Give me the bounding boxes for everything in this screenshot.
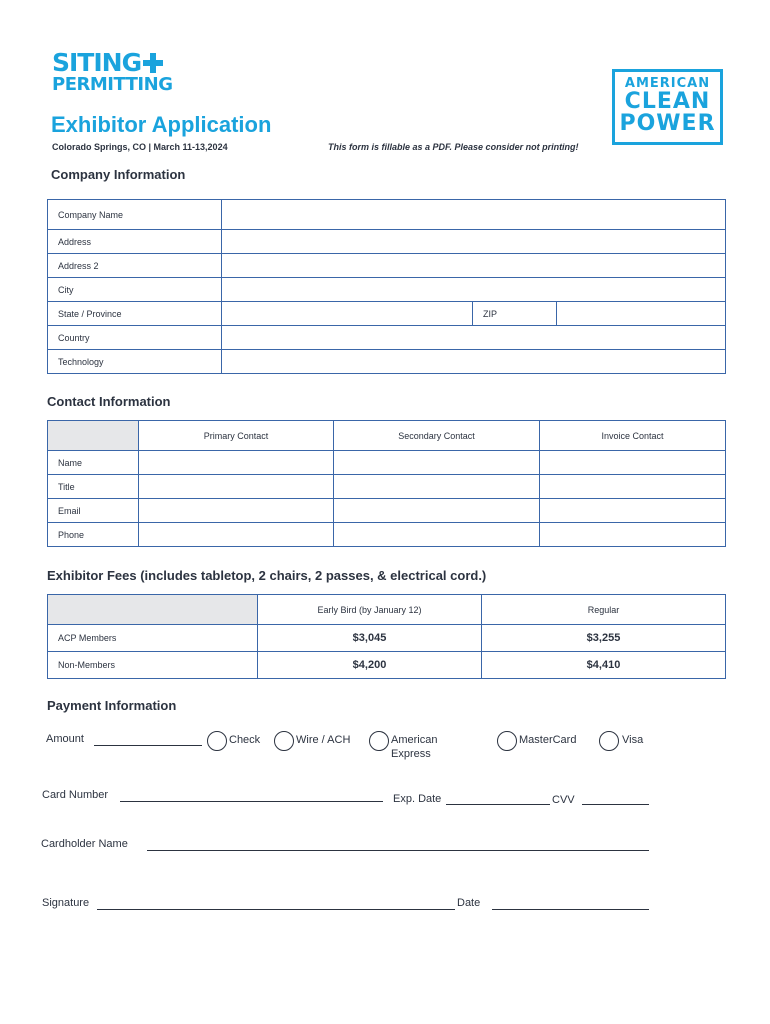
wire-radio[interactable] <box>274 731 294 751</box>
technology-field[interactable] <box>222 350 726 374</box>
non-member-early-price: $4,200 <box>258 652 482 679</box>
secondary-phone-field[interactable] <box>334 523 540 547</box>
logo-clean-text: CLEAN <box>624 89 711 114</box>
cardholder-label: Cardholder Name <box>41 838 128 850</box>
company-name-label: Company Name <box>48 200 222 230</box>
company-table <box>47 199 726 374</box>
acp-members-label: ACP Members <box>48 625 258 652</box>
acp-regular-price: $3,255 <box>482 625 726 652</box>
company-section-heading: Company Information <box>51 167 186 182</box>
invoice-contact-header: Invoice Contact <box>540 421 726 451</box>
early-bird-header: Early Bird (by January 12) <box>258 595 482 625</box>
fees-corner-cell <box>48 595 258 625</box>
state-label: State / Province <box>48 302 222 326</box>
invoice-phone-field[interactable] <box>540 523 726 547</box>
signature-field[interactable] <box>97 909 455 910</box>
contact-email-label: Email <box>48 499 139 523</box>
amount-field[interactable] <box>94 745 202 746</box>
visa-label: Visa <box>622 734 644 746</box>
non-members-label: Non-Members <box>48 652 258 679</box>
primary-title-field[interactable] <box>139 475 334 499</box>
date-label: Date <box>457 897 481 909</box>
fillable-note: This form is fillable as a PDF. Please consider not printing! <box>328 142 579 152</box>
signature-label: Signature <box>42 897 90 909</box>
payment-section-heading: Payment Information <box>47 698 177 713</box>
invoice-title-field[interactable] <box>540 475 726 499</box>
plus-icon <box>143 53 163 73</box>
visa-radio[interactable] <box>599 731 619 751</box>
secondary-name-field[interactable] <box>334 451 540 475</box>
technology-label: Technology <box>48 350 222 374</box>
contact-phone-label: Phone <box>48 523 139 547</box>
mastercard-radio[interactable] <box>497 731 517 751</box>
wire-label: Wire / ACH <box>296 734 351 746</box>
contact-section-heading: Contact Information <box>47 394 171 409</box>
exp-date-field[interactable] <box>446 804 550 805</box>
invoice-email-field[interactable] <box>540 499 726 523</box>
contact-table <box>47 420 726 547</box>
zip-label: ZIP <box>473 302 557 326</box>
logo-permitting-text: PERMITTING <box>52 74 173 95</box>
state-field[interactable] <box>222 302 473 326</box>
address2-label: Address 2 <box>48 254 222 278</box>
amex-radio[interactable] <box>369 731 389 751</box>
page-title: Exhibitor Application <box>51 112 272 137</box>
address2-field[interactable] <box>222 254 726 278</box>
acp-early-price: $3,045 <box>258 625 482 652</box>
invoice-name-field[interactable] <box>540 451 726 475</box>
primary-name-field[interactable] <box>139 451 334 475</box>
contact-name-label: Name <box>48 451 139 475</box>
card-number-label: Card Number <box>42 789 109 801</box>
check-label: Check <box>229 734 261 746</box>
amex-label-line1: American <box>391 734 438 746</box>
primary-contact-header: Primary Contact <box>139 421 334 451</box>
cvv-label: CVV <box>552 794 575 806</box>
exp-date-label: Exp. Date <box>393 793 442 805</box>
secondary-title-field[interactable] <box>334 475 540 499</box>
company-name-field[interactable] <box>222 200 726 230</box>
check-radio[interactable] <box>207 731 227 751</box>
non-member-regular-price: $4,410 <box>482 652 726 679</box>
card-number-field[interactable] <box>120 801 383 802</box>
siting-permitting-logo <box>52 50 192 95</box>
date-field[interactable] <box>492 909 649 910</box>
logo-siting-text: SITING <box>52 48 142 77</box>
amount-label: Amount <box>46 733 84 745</box>
mastercard-label: MasterCard <box>519 734 577 746</box>
city-field[interactable] <box>222 278 726 302</box>
contact-title-label: Title <box>48 475 139 499</box>
logo-power-text: POWER <box>619 111 716 136</box>
zip-field[interactable] <box>557 302 726 326</box>
primary-phone-field[interactable] <box>139 523 334 547</box>
fees-table <box>47 594 726 679</box>
primary-email-field[interactable] <box>139 499 334 523</box>
event-subtitle: Colorado Springs, CO | March 11-13,2024 <box>52 142 228 152</box>
regular-header: Regular <box>482 595 726 625</box>
city-label: City <box>48 278 222 302</box>
secondary-contact-header: Secondary Contact <box>334 421 540 451</box>
logo-american-text: AMERICAN <box>624 76 711 91</box>
american-clean-power-logo <box>612 69 723 145</box>
cvv-field[interactable] <box>582 804 649 805</box>
secondary-email-field[interactable] <box>334 499 540 523</box>
fees-section-heading: Exhibitor Fees (includes tabletop, 2 chairs, 2 passes, & electrical cord.) <box>47 568 487 583</box>
contact-corner-cell <box>48 421 139 451</box>
amex-label-line2: Express <box>391 748 431 760</box>
address-field[interactable] <box>222 230 726 254</box>
cardholder-field[interactable] <box>147 850 649 851</box>
country-label: Country <box>48 326 222 350</box>
address-label: Address <box>48 230 222 254</box>
country-field[interactable] <box>222 326 726 350</box>
